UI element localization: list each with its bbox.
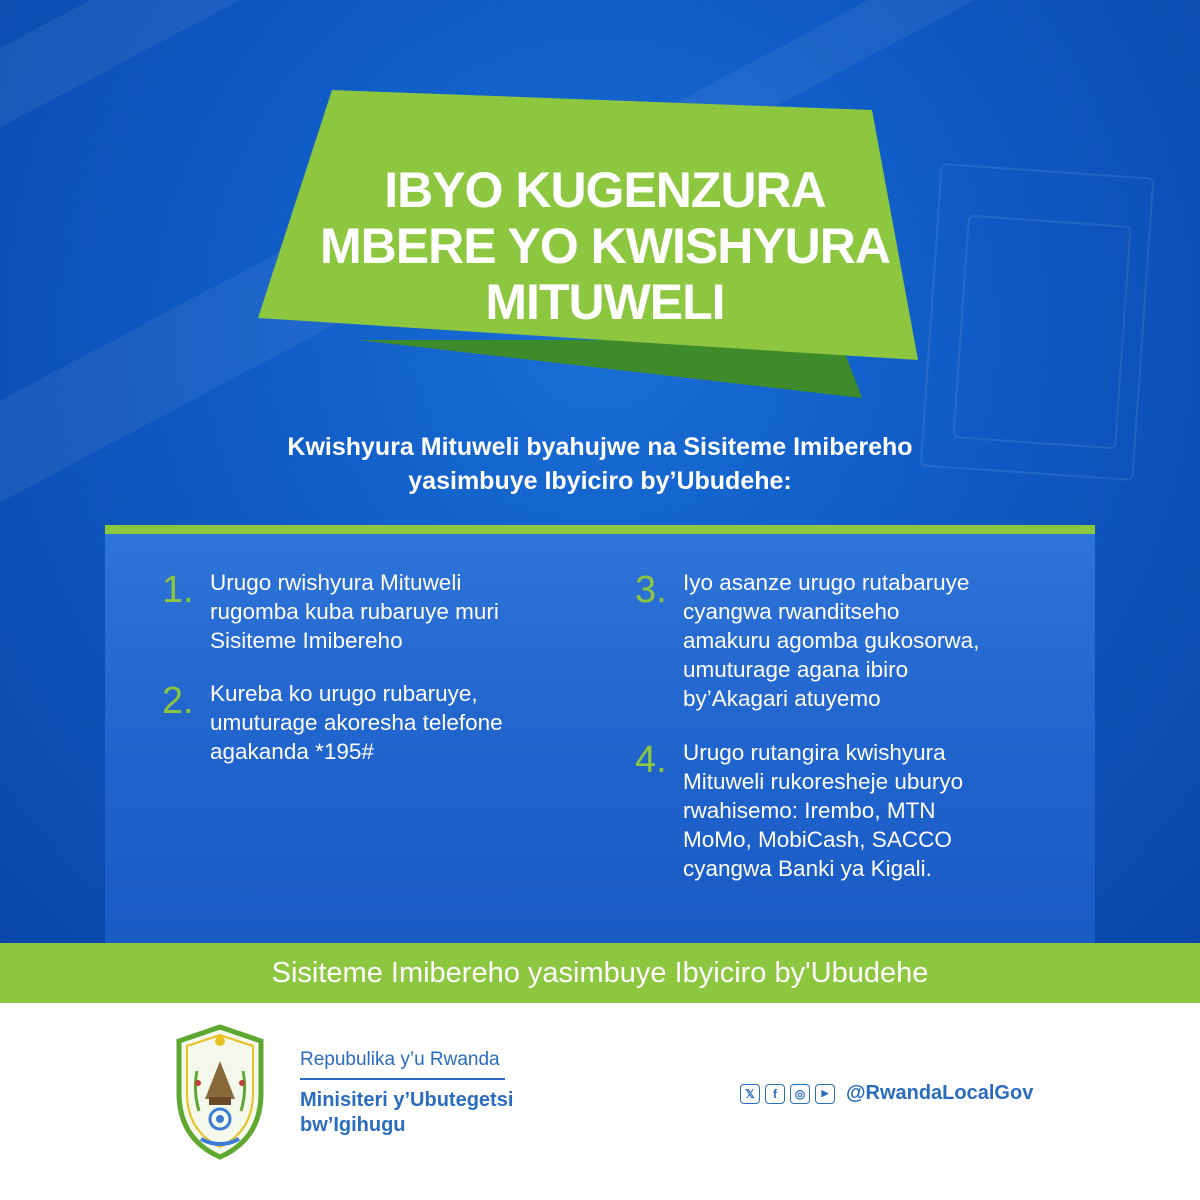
step-text (683, 568, 979, 713)
tagline-strip: Sisiteme Imibereho yasimbuye Ibyiciro by'Ubudehe (0, 943, 1200, 1003)
step-line: Sisiteme Imibereho (210, 628, 403, 653)
step-line: cyangwa rwanditseho (683, 599, 900, 624)
step-line: umuturage akoresha telefone (210, 710, 503, 735)
title-line: IBYO KUGENZURA (384, 162, 826, 218)
step-item (635, 568, 979, 713)
step-line: by’Akagari atuyemo (683, 686, 881, 711)
instagram-icon[interactable]: ◎ (790, 1084, 810, 1104)
step-item (162, 568, 499, 655)
step-line: Urugo rwishyura Mituweli (210, 570, 462, 595)
facebook-icon[interactable]: f (765, 1084, 785, 1104)
step-line: umuturage agana ibiro (683, 657, 909, 682)
step-line: Iyo asanze urugo rutabaruye (683, 570, 970, 595)
republic-label: Repubulika y’u Rwanda (300, 1049, 500, 1070)
step-number: 2. (162, 680, 194, 722)
step-item (635, 738, 963, 883)
page-title (300, 162, 910, 330)
coat-of-arms-emblem (165, 1021, 275, 1161)
intro-line: yasimbuye Ibyiciro by’Ubudehe: (408, 467, 792, 495)
step-number: 1. (162, 569, 194, 611)
intro-line: Kwishyura Mituweli byahujwe na Sisiteme Imibereho (287, 433, 913, 461)
step-line: agakanda *195# (210, 739, 374, 764)
step-text (683, 738, 963, 883)
divider (300, 1078, 505, 1080)
social-bar (740, 1082, 1033, 1105)
step-line: MoMo, MobiCash, SACCO (683, 827, 952, 852)
step-line: amakuru agomba gukosorwa, (683, 628, 980, 653)
youtube-icon[interactable]: ▶ (815, 1084, 835, 1104)
title-line: MBERE YO KWISHYURA (319, 218, 890, 274)
title-line: MITUWELI (485, 274, 725, 330)
step-number: 4. (635, 739, 667, 781)
organization-name (300, 1048, 513, 1138)
x-icon[interactable]: 𝕏 (740, 1084, 760, 1104)
step-text (210, 679, 503, 766)
step-line: rugomba kuba rubaruye muri (210, 599, 499, 624)
step-line: Kureba ko urugo rubaruye, (210, 681, 478, 706)
intro-text (150, 430, 1050, 498)
step-line: Urugo rutangira kwishyura (683, 740, 946, 765)
step-item (162, 679, 503, 766)
step-line: rwahisemo: Irembo, MTN (683, 798, 936, 823)
step-line: Mituweli rukoresheje uburyo (683, 769, 964, 794)
social-handle[interactable]: @RwandaLocalGov (846, 1082, 1034, 1104)
ministry-label: Minisiteri y’Ubutegetsi (300, 1089, 514, 1111)
step-line: cyangwa Banki ya Kigali. (683, 856, 932, 881)
ministry-label: bw’Igihugu (300, 1114, 406, 1136)
step-text (210, 568, 499, 655)
step-number: 3. (635, 569, 667, 611)
